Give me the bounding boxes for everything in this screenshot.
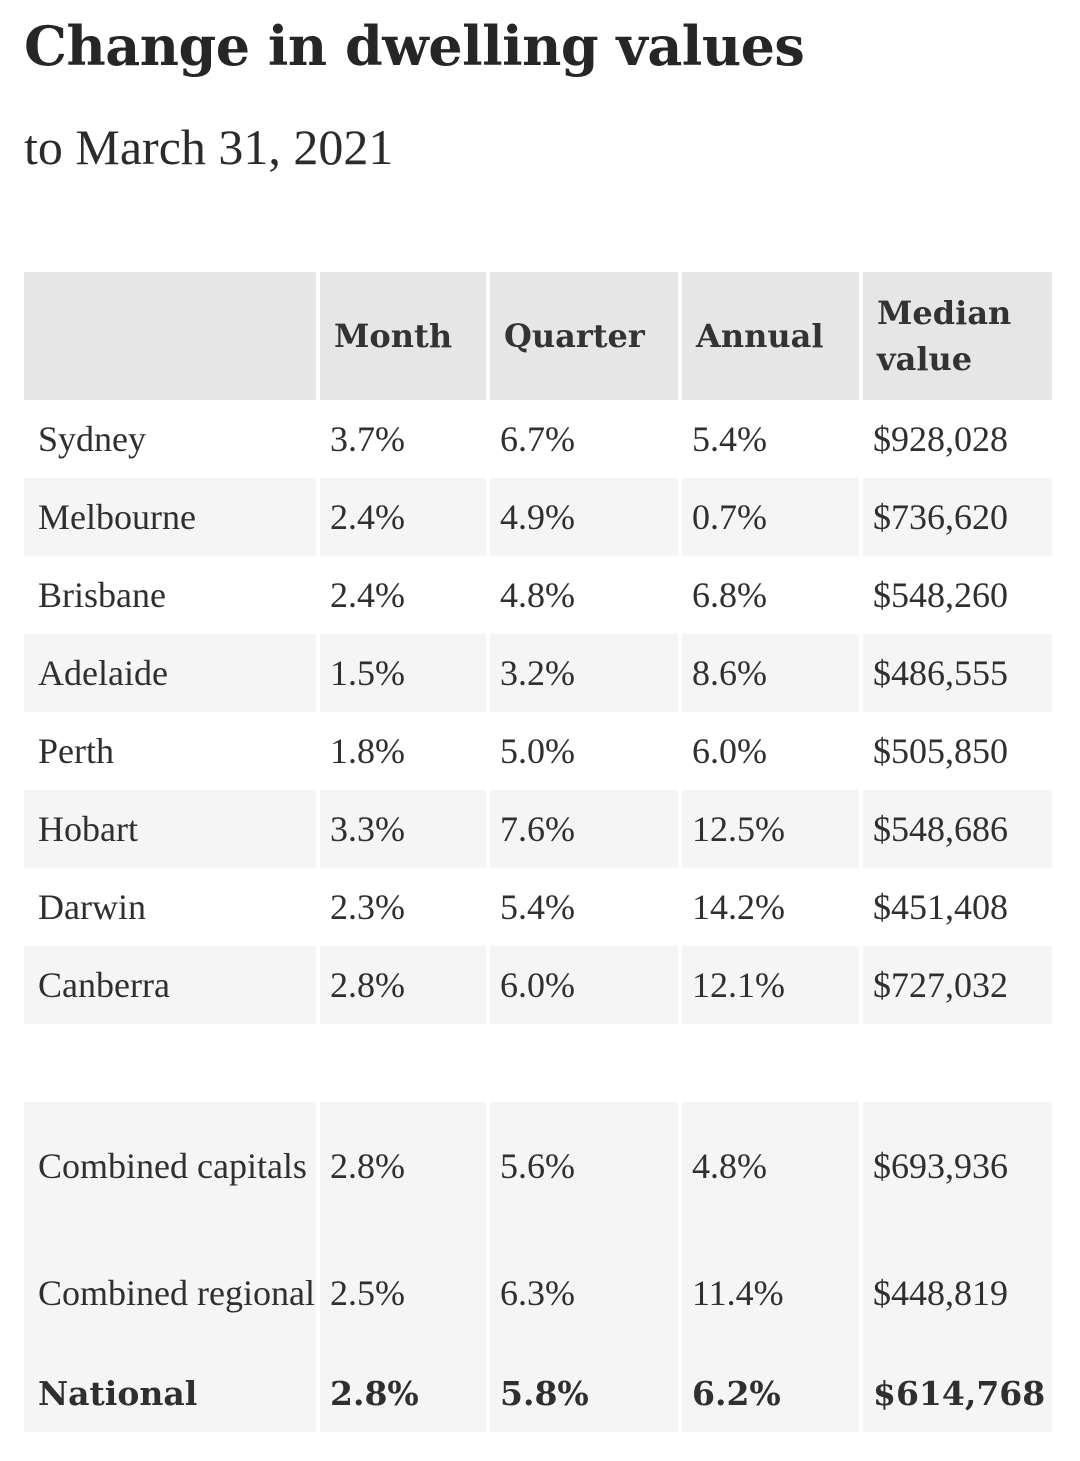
cell-quarter: 4.8% <box>488 556 680 634</box>
cell-annual: 12.1% <box>680 946 861 1024</box>
cell-month: 2.4% <box>318 478 488 556</box>
cell-annual: 0.7% <box>680 478 861 556</box>
cell-quarter: 5.6% <box>488 1102 680 1229</box>
cell-median-value: $486,555 <box>861 634 1052 712</box>
chart-title: Change in dwelling values <box>24 14 805 78</box>
chart-subtitle: to March 31, 2021 <box>24 119 394 175</box>
table-body <box>24 400 1052 1432</box>
cell-location: Sydney <box>38 419 146 459</box>
header-quarter: Quarter <box>488 272 680 400</box>
cell-annual: 5.4% <box>680 400 861 478</box>
cell-median-value: $727,032 <box>861 946 1052 1024</box>
cell-location: Brisbane <box>38 575 166 615</box>
cell-quarter: 3.2% <box>488 634 680 712</box>
table-row <box>24 556 1052 634</box>
cell-annual: 6.0% <box>680 712 861 790</box>
cell-median-value: $548,260 <box>861 556 1052 634</box>
header-month: Month <box>318 272 488 400</box>
cell-median-value: $693,936 <box>861 1102 1052 1229</box>
header-annual: Annual <box>680 272 861 400</box>
cell-month: 2.8% <box>318 1356 488 1432</box>
cell-annual: 4.8% <box>680 1102 861 1229</box>
cell-quarter: 6.0% <box>488 946 680 1024</box>
cell-median-value: $614,768 <box>861 1356 1052 1432</box>
cell-month: 2.8% <box>318 946 488 1024</box>
cell-month: 1.5% <box>318 634 488 712</box>
cell-location: Perth <box>38 731 114 771</box>
cell-month: 3.3% <box>318 790 488 868</box>
cell-median-value: $448,819 <box>861 1229 1052 1356</box>
cell-location: Hobart <box>38 809 138 849</box>
cell-month: 3.7% <box>318 400 488 478</box>
header-median-value: Median value <box>861 272 1052 400</box>
cell-median-value: $505,850 <box>861 712 1052 790</box>
dwelling-values-table <box>24 272 1052 1432</box>
cell-quarter: 6.7% <box>488 400 680 478</box>
cell-annual: 14.2% <box>680 868 861 946</box>
table-row <box>24 946 1052 1024</box>
cell-quarter: 4.9% <box>488 478 680 556</box>
cell-annual: 12.5% <box>680 790 861 868</box>
cell-month: 1.8% <box>318 712 488 790</box>
table-row <box>24 1102 1052 1229</box>
cell-location: Combined capitals <box>38 1145 307 1186</box>
cell-quarter: 5.0% <box>488 712 680 790</box>
cell-quarter: 6.3% <box>488 1229 680 1356</box>
cell-quarter: 5.4% <box>488 868 680 946</box>
cell-location: Canberra <box>38 965 170 1005</box>
cell-location: National <box>38 1374 198 1413</box>
cell-median-value: $736,620 <box>861 478 1052 556</box>
cell-location: Darwin <box>38 887 146 927</box>
cell-location: Combined regional <box>38 1272 315 1313</box>
cell-quarter: 5.8% <box>488 1356 680 1432</box>
cell-month: 2.5% <box>318 1229 488 1356</box>
cell-month: 2.8% <box>318 1102 488 1229</box>
table-row <box>24 1229 1052 1356</box>
table-row <box>24 790 1052 868</box>
cell-annual: 6.2% <box>680 1356 861 1432</box>
cell-annual: 6.8% <box>680 556 861 634</box>
cell-month: 2.3% <box>318 868 488 946</box>
cell-median-value: $548,686 <box>861 790 1052 868</box>
table-row <box>24 1356 1052 1432</box>
cell-location: Melbourne <box>38 497 196 537</box>
table-row <box>24 634 1052 712</box>
table-header-row <box>24 272 1052 400</box>
cell-quarter: 7.6% <box>488 790 680 868</box>
cell-month: 2.4% <box>318 556 488 634</box>
cell-annual: 11.4% <box>680 1229 861 1356</box>
table-row <box>24 400 1052 478</box>
cell-median-value: $451,408 <box>861 868 1052 946</box>
cell-median-value: $928,028 <box>861 400 1052 478</box>
table-row <box>24 478 1052 556</box>
table-spacer <box>24 1024 1052 1102</box>
table-row <box>24 712 1052 790</box>
header-location <box>24 272 318 400</box>
cell-location: Adelaide <box>38 653 168 693</box>
cell-annual: 8.6% <box>680 634 861 712</box>
table-row <box>24 868 1052 946</box>
